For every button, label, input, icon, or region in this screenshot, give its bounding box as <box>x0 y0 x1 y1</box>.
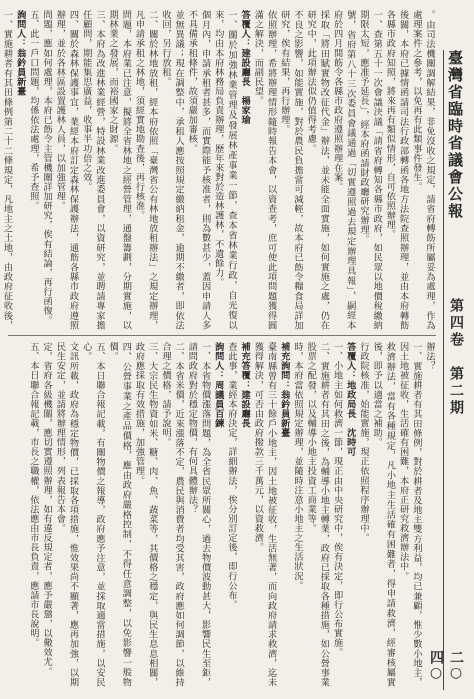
page-number: 二○四○ <box>428 650 464 682</box>
text-paragraph: 一、關於加強林業管理及發展林產事業一節，查本省林業行政，自光復以來，均由本府林務局負責辦理，歷年來對於造林護林，不遺餘力。 <box>212 10 237 330</box>
text-paragraph: 一、小地主如何救濟一節，現正由中央研究中，俟有決定，即行公布實施。 <box>331 342 343 658</box>
text-paragraph: 時，本府當依照規定辦理，並隨時注意小地主之生活狀況。 <box>291 342 303 591</box>
text-paragraph: 依照辦理，希將辦理情形隨時報告本會，以資查考，庶可使此項問題獲得圓滿之解決，而副民望。 <box>252 10 277 330</box>
gazette-title: 臺灣省臨時省議會公報 <box>446 50 464 220</box>
text-paragraph: 四、公營事業之產品價格，應由政府嚴格控制，不得任意調整，以免影響一般物價。 <box>107 342 132 687</box>
upper-text-band <box>1 10 436 330</box>
text-paragraph: 行政院核准，始能實施，現正依照程序辦理中。 <box>357 342 369 543</box>
text-paragraph: 二、實施耕者有其田之後，為輔導小地主轉業，政府已採取各種措施，如公營事業股票之配發，以及輔導小地主投資工商業等。 <box>305 342 330 687</box>
text-paragraph: 一、查第五十一次會議決議「請省府轉知各縣市政府，如民眾以地價稅繳納期限太短，應准予延長」，經本府函請財政廳研究辦理。 <box>357 10 383 330</box>
speaker-line: 答覆人：建設廳長 楊家瑜 <box>239 10 251 125</box>
speaker-line: 補充詢問：翁鈐員新臺 <box>278 342 290 438</box>
text-paragraph: 三、大宗民生物資如米、糖、肉、魚、蔬菜等，其價格之穩定，與民生息息相關，政府應採取有效措施，加強管理。 <box>133 342 158 687</box>
text-paragraph: 三、本府為改進林業經營，特設林業改進委員會，以資研究，並聘請專家擔任顧問，期能集思廣益，收事半功倍之效。 <box>80 10 105 330</box>
text-paragraph: 五、本日聯合報記載，市長之職權，依法應由市長負責，應請市長說明。 <box>27 342 39 648</box>
text-paragraph: 文訊所載，政府為穩定物價，已採取各項措施，惟效果尚不顯著，應再加強，以期民生安定，並請將辦理情形，列表報告本會。 <box>54 342 79 687</box>
text-paragraph: 。由司法機關調解結果，非免沒收之規定，請省府轉飭所屬妥為處理，作為處理案件之參考，以免再有此類事件發生。 <box>410 10 435 330</box>
text-paragraph: 臺南縣曾有三十餘戶小地主，因土地被征收，生活無著，而向政府請求救濟，迄未獲得解決，可否由政府撥款三千萬元，以資救濟。 <box>252 342 277 687</box>
text-paragraph: 五、此一戶口問題，均係依法處理，希予查照。 <box>27 10 39 211</box>
text-paragraph: 二、本省米價，近來漲落不定，農民與消費者均受其害，政府應如何調節，以維持合理之價格，請予說明。 <box>159 342 185 687</box>
volume-issue: 第四卷 第二期 <box>448 298 464 417</box>
text-paragraph: 一、實施耕者有其田條例，對於耕者及地主雙方利益，均已兼顧，惟少數小地主，因土地被征收，生活確有困難，本府正研究救濟辦法中。 <box>397 342 422 687</box>
text-paragraph: 個月內，申請承租者甚多，而實際能予核准者，則為數甚少，蓋因申請人多不具備承租條件，故須嚴加審核。 <box>186 10 211 330</box>
text-paragraph: 四、關於森林保護事宜，業經本府訂定森林保護辦法，通飭各縣市政府遵照辦理，並於各林區設置護林人員，以加強管理。 <box>54 10 79 330</box>
text-paragraph: 不良之影響，如能實施，對於農民負擔當可減輕，故本府已飭令糧食局詳加研究，俟有結果，再行辦理。 <box>278 10 303 330</box>
text-paragraph: 號，省府第八十三次委員會議通過「切實遵照過去規定辦理具報」，嗣經本府於四月間飭令各縣市政府遵照辦理在案。 <box>331 10 356 330</box>
text-paragraph: 五、本日聯合報記載，有關物價之報導，政府應予注意，並採取適當措施，以安民心。 <box>80 342 105 687</box>
text-paragraph: 定，省府各級機關，應切實遵照辦理，如有違反規定者，應予嚴懲，以儆效尤。 <box>41 342 53 677</box>
text-paragraph: 救濟辦法，當有各種規定，凡小地主生活確有困難者，得申請救濟，經審核屬實後，即予以適當之補助。 <box>371 342 396 687</box>
text-paragraph: 採取「將田賦實物改征代金」辦法，並未能全面實施，如何實施之處，仍在研究中，此項辦法似仍值得考慮。 <box>305 10 330 330</box>
text-paragraph: 辦法？ <box>424 342 435 371</box>
text-paragraph: 問題，應如何處理，本府已飭令主管機關詳加研究，俟有結論，再行函復。 <box>41 10 53 326</box>
text-paragraph: 查此事，業經本府決定，詳細辦法，俟分別訂定後，即行公布。 <box>225 342 237 610</box>
text-paragraph: 一、實施耕者有其田條例第二十二條規定，凡地主之土地，由政府征收後， <box>1 10 13 330</box>
text-paragraph: 後關，本府已據情函請司法行政部轉函各地方法院查照辦理，並由本府轉飭各縣市政府知照，將來再有類似情形，自可依照辦理。 <box>384 10 409 330</box>
speaker-line: 答覆人：地政局長 沈時可 <box>344 342 356 457</box>
text-paragraph: 問題，本府業已注意，擬將全省林地之經營管理，通盤籌劃，分期實施，以期林業之發展，而裕國家之財源。 <box>107 10 132 330</box>
lower-text-band <box>8 342 436 687</box>
band-divider <box>8 335 436 336</box>
speaker-line: 詢問人：翁鈐員新臺 <box>14 10 26 96</box>
speaker-line: 詢問人：周議員百鍊 <box>212 342 224 428</box>
text-paragraph: 二、關於林地放租，經本府依照「臺灣省公有林地放租辦法」之規定辦理，凡申請承租之林地，須經實地勘查後，再行核准。 <box>133 10 158 330</box>
speaker-line: 補充答覆：建設廳長 <box>239 342 251 428</box>
text-paragraph: 一、本省物價漲落問題，為全省民眾所關心，過去物價波動甚大，影響民生至鉅，請問政府對於穩定物價，有何具體辦法？ <box>186 342 211 687</box>
text-paragraph: 並無異議；現在調整中，承租人應按照規定繳納租金，逾期不繳者，即依法收回，另行放租。 <box>159 10 185 330</box>
